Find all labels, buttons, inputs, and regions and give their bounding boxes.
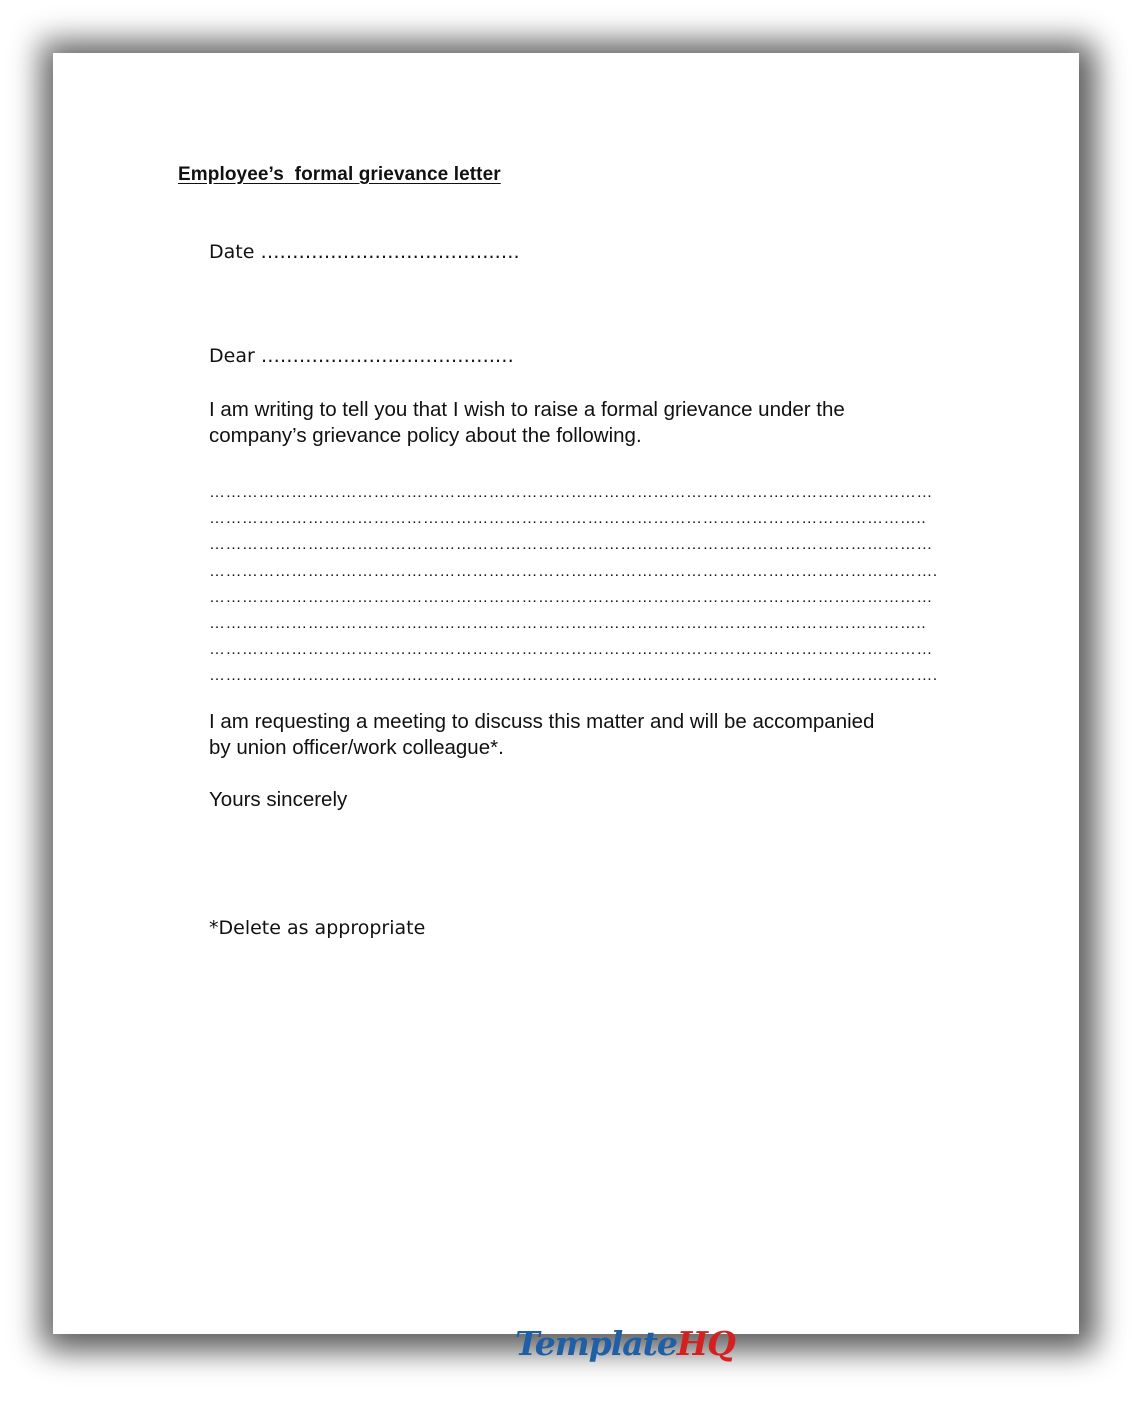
meeting-line-2: by union officer/work colleague*.: [209, 736, 504, 759]
document-page: [53, 53, 1079, 1363]
date-line: Date ……………………………….….: [209, 241, 520, 263]
blank-line: …………………………………………………………………………………………………………………..: [209, 510, 927, 528]
blank-line: ……………………………………………………………………………………………………………………: [209, 536, 933, 554]
templatehq-logo: [473, 1285, 735, 1402]
blank-line: ……………………………………………………………………………………………………………………: [209, 588, 933, 606]
grievance-blank-lines: [209, 480, 938, 690]
document-title: Employee’s formal grievance letter: [178, 164, 501, 185]
intro-line-1: I am writing to tell you that I wish to raise a formal grievance under the: [209, 398, 845, 421]
meeting-request-paragraph: [209, 709, 949, 761]
closing: [209, 787, 949, 813]
blank-line: …………………………………………………………………………………………………………………….: [209, 562, 938, 580]
salutation: Dear ……………………………….…: [209, 345, 514, 367]
blank-line: …………………………………………………………………………………………………………………..: [209, 615, 927, 633]
logo-template-text: Template: [514, 1324, 677, 1363]
intro-paragraph: [209, 397, 949, 449]
blank-line: ……………………………………………………………………………………………………………………: [209, 484, 933, 501]
closing-text: Yours sincerely: [209, 788, 348, 811]
intro-line-2: company’s grievance policy about the following.: [209, 424, 642, 447]
blank-line: …………………………………………………………………………………………………………………….: [209, 667, 938, 685]
footnote: *Delete as appropriate: [209, 917, 426, 939]
meeting-line-1: I am requesting a meeting to discuss this matter and will be accompanied: [209, 710, 875, 733]
blank-line: ……………………………………………………………………………………………………………………: [209, 641, 933, 659]
logo-hq-text: HQ: [676, 1324, 735, 1363]
